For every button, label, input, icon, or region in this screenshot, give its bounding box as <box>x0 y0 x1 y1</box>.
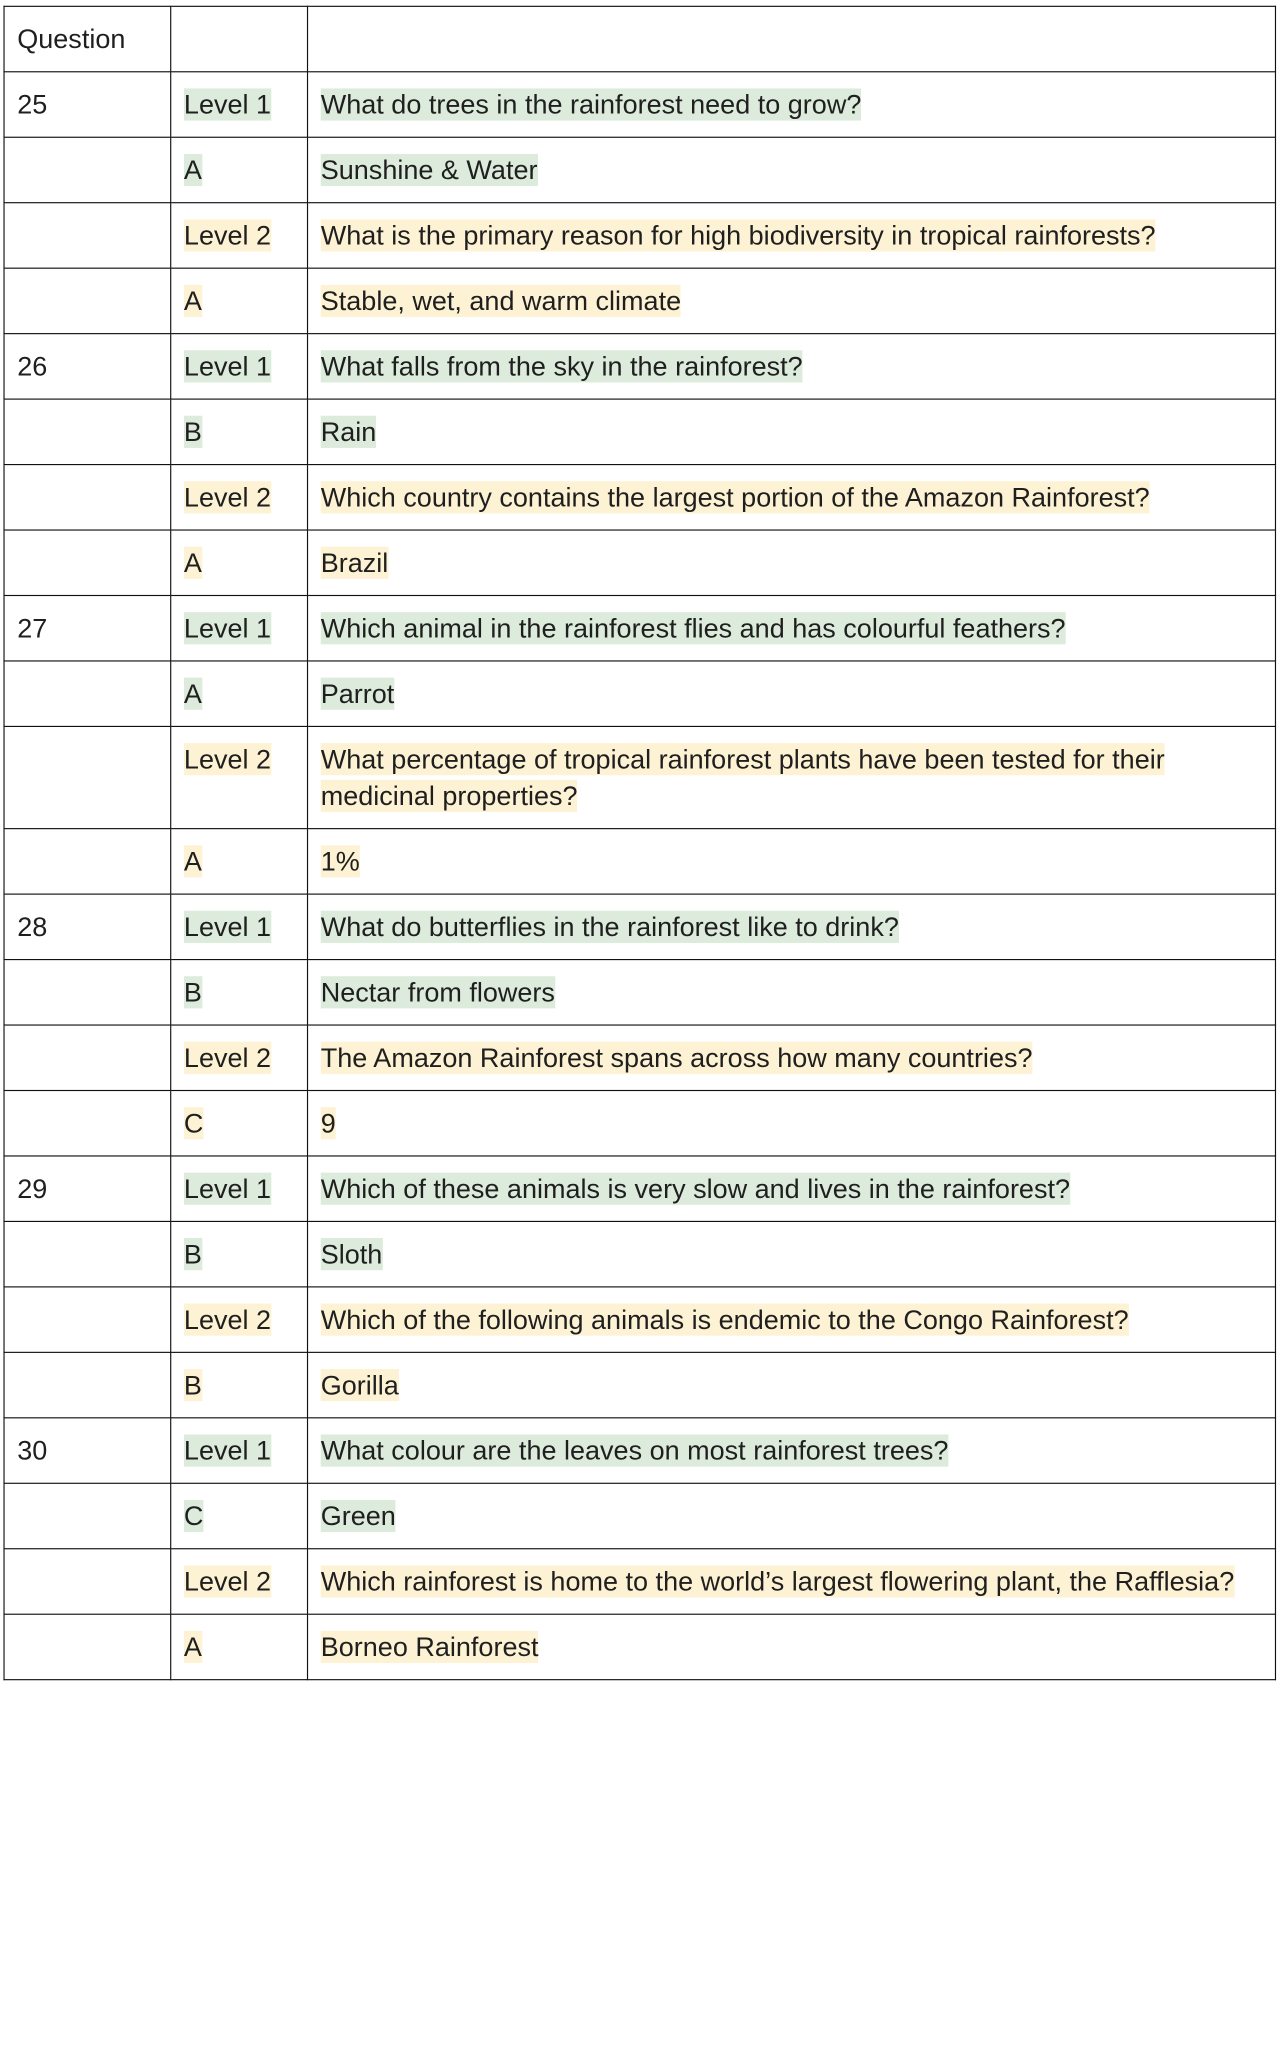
header-level-cell <box>171 6 308 71</box>
level-cell <box>171 661 308 726</box>
text-cell <box>308 399 1276 464</box>
question-row <box>4 726 1275 828</box>
text-cell <box>308 137 1276 202</box>
level-cell <box>171 1287 308 1352</box>
question-number-cell <box>4 1091 171 1156</box>
question-row <box>4 465 1275 530</box>
text-cell <box>308 726 1276 828</box>
question-number-cell <box>4 960 171 1025</box>
level-label: Level 1 <box>183 1435 272 1466</box>
question-text: What is the primary reason for high biodiversity in tropical rainforests? <box>320 220 1156 251</box>
answer-row <box>4 137 1275 202</box>
question-row <box>4 334 1275 399</box>
text-cell <box>308 530 1276 595</box>
text-cell <box>308 595 1276 660</box>
quiz-table-body <box>4 6 1275 1679</box>
answer-text: Sloth <box>320 1239 383 1270</box>
text-cell <box>308 661 1276 726</box>
answer-letter: C <box>183 1501 204 1531</box>
text-cell <box>308 1614 1276 1679</box>
answer-letter: A <box>183 846 202 877</box>
answer-row <box>4 530 1275 595</box>
question-number-cell <box>4 595 171 660</box>
answer-text: Gorilla <box>320 1370 399 1401</box>
text-cell <box>308 1156 1276 1221</box>
text-cell <box>308 960 1276 1025</box>
level-cell <box>171 1614 308 1679</box>
text-cell <box>308 1221 1276 1286</box>
question-row <box>4 894 1275 959</box>
level-label: Level 1 <box>183 1173 272 1204</box>
question-number-cell <box>4 894 171 959</box>
answer-letter: A <box>183 678 202 709</box>
header-text-cell <box>308 6 1276 71</box>
question-number: 29 <box>17 1173 48 1204</box>
text-cell <box>308 334 1276 399</box>
text-cell <box>308 1352 1276 1417</box>
header-question-cell <box>4 6 171 71</box>
text-cell <box>308 72 1276 137</box>
question-number-cell <box>4 661 171 726</box>
answer-row <box>4 1091 1275 1156</box>
text-cell <box>308 829 1276 894</box>
level-cell <box>171 1483 308 1548</box>
level-label: Level 2 <box>183 1566 272 1597</box>
answer-text: 1% <box>320 846 360 877</box>
text-cell <box>308 268 1276 333</box>
answer-text: 9 <box>320 1108 336 1139</box>
question-row <box>4 203 1275 268</box>
question-number-cell <box>4 829 171 894</box>
question-number-cell <box>4 203 171 268</box>
text-cell <box>308 203 1276 268</box>
answer-letter: B <box>183 1239 202 1270</box>
question-row <box>4 1549 1275 1614</box>
text-cell <box>308 465 1276 530</box>
answer-letter: B <box>183 416 202 447</box>
question-row <box>4 1287 1275 1352</box>
text-cell <box>308 894 1276 959</box>
question-number: 26 <box>17 351 48 382</box>
level-label: Level 1 <box>183 613 272 644</box>
question-number-cell <box>4 399 171 464</box>
header-row <box>4 6 1275 71</box>
question-number: 27 <box>17 613 48 644</box>
level-cell <box>171 137 308 202</box>
level-cell <box>171 726 308 828</box>
answer-letter: A <box>183 155 202 185</box>
question-number-cell <box>4 137 171 202</box>
level-cell <box>171 268 308 333</box>
question-number-cell <box>4 726 171 828</box>
question-number-cell <box>4 1549 171 1614</box>
question-number-cell <box>4 1418 171 1483</box>
answer-row <box>4 1221 1275 1286</box>
question-number-cell <box>4 1025 171 1090</box>
level-cell <box>171 1418 308 1483</box>
level-cell <box>171 530 308 595</box>
question-number: 25 <box>17 89 48 120</box>
answer-text: Rain <box>320 416 377 447</box>
question-text: Which of the following animals is endemic to the Congo Rainforest? <box>320 1304 1129 1335</box>
level-cell <box>171 203 308 268</box>
question-number-cell <box>4 1352 171 1417</box>
answer-row <box>4 829 1275 894</box>
answer-row <box>4 1352 1275 1417</box>
level-cell <box>171 465 308 530</box>
level-cell <box>171 399 308 464</box>
level-label: Level 2 <box>183 482 272 513</box>
level-label: Level 2 <box>183 1304 272 1335</box>
level-cell <box>171 1352 308 1417</box>
level-cell <box>171 1221 308 1286</box>
answer-text: Borneo Rainforest <box>320 1632 539 1662</box>
question-number-cell <box>4 1156 171 1221</box>
answer-text: Sunshine & Water <box>320 155 538 185</box>
answer-row <box>4 661 1275 726</box>
question-number-cell <box>4 465 171 530</box>
level-label: Level 2 <box>183 744 272 775</box>
question-row <box>4 1025 1275 1090</box>
answer-row <box>4 1614 1275 1679</box>
text-cell <box>308 1418 1276 1483</box>
question-number-cell <box>4 334 171 399</box>
answer-text: Green <box>320 1501 396 1531</box>
level-cell <box>171 595 308 660</box>
question-text: Which rainforest is home to the world’s largest flowering plant, the Rafflesia? <box>320 1566 1235 1597</box>
answer-letter: A <box>183 547 202 578</box>
answer-row <box>4 960 1275 1025</box>
header-question-label: Question <box>17 24 126 54</box>
question-text: What percentage of tropical rainforest plants have been tested for their medicinal properties? <box>320 744 1165 811</box>
answer-row <box>4 399 1275 464</box>
level-cell <box>171 829 308 894</box>
level-cell <box>171 960 308 1025</box>
text-cell <box>308 1549 1276 1614</box>
question-number-cell <box>4 72 171 137</box>
answer-row <box>4 268 1275 333</box>
question-text: The Amazon Rainforest spans across how many countries? <box>320 1042 1033 1073</box>
question-row <box>4 1156 1275 1221</box>
answer-text: Nectar from flowers <box>320 977 555 1008</box>
answer-row <box>4 1483 1275 1548</box>
question-row <box>4 595 1275 660</box>
question-number: 28 <box>17 911 48 942</box>
question-number-cell <box>4 1221 171 1286</box>
question-text: What do trees in the rainforest need to grow? <box>320 89 862 120</box>
answer-letter: B <box>183 977 202 1008</box>
quiz-table <box>3 6 1276 1681</box>
answer-letter: A <box>183 285 202 316</box>
level-cell <box>171 1091 308 1156</box>
level-label: Level 1 <box>183 911 272 942</box>
question-text: Which animal in the rainforest flies and has colourful feathers? <box>320 613 1066 644</box>
answer-text: Parrot <box>320 678 395 709</box>
answer-letter: C <box>183 1108 204 1139</box>
question-number-cell <box>4 530 171 595</box>
level-cell <box>171 894 308 959</box>
level-cell <box>171 72 308 137</box>
question-row <box>4 72 1275 137</box>
level-cell <box>171 1156 308 1221</box>
level-cell <box>171 1025 308 1090</box>
answer-text: Stable, wet, and warm climate <box>320 285 682 316</box>
question-number-cell <box>4 268 171 333</box>
text-cell <box>308 1091 1276 1156</box>
question-text: What colour are the leaves on most rainforest trees? <box>320 1435 949 1466</box>
text-cell <box>308 1483 1276 1548</box>
question-text: Which country contains the largest portion of the Amazon Rainforest? <box>320 482 1150 513</box>
level-label: Level 2 <box>183 220 272 251</box>
question-text: What falls from the sky in the rainforest? <box>320 351 803 382</box>
level-label: Level 2 <box>183 1042 272 1073</box>
answer-text: Brazil <box>320 547 389 578</box>
question-number: 30 <box>17 1435 48 1466</box>
text-cell <box>308 1025 1276 1090</box>
level-label: Level 1 <box>183 89 272 120</box>
question-number-cell <box>4 1614 171 1679</box>
text-cell <box>308 1287 1276 1352</box>
question-number-cell <box>4 1483 171 1548</box>
level-label: Level 1 <box>183 351 272 382</box>
question-text: Which of these animals is very slow and lives in the rainforest? <box>320 1173 1071 1204</box>
question-row <box>4 1418 1275 1483</box>
level-cell <box>171 1549 308 1614</box>
question-number-cell <box>4 1287 171 1352</box>
answer-letter: A <box>183 1632 202 1662</box>
question-text: What do butterflies in the rainforest like to drink? <box>320 911 899 942</box>
level-cell <box>171 334 308 399</box>
answer-letter: B <box>183 1370 202 1401</box>
